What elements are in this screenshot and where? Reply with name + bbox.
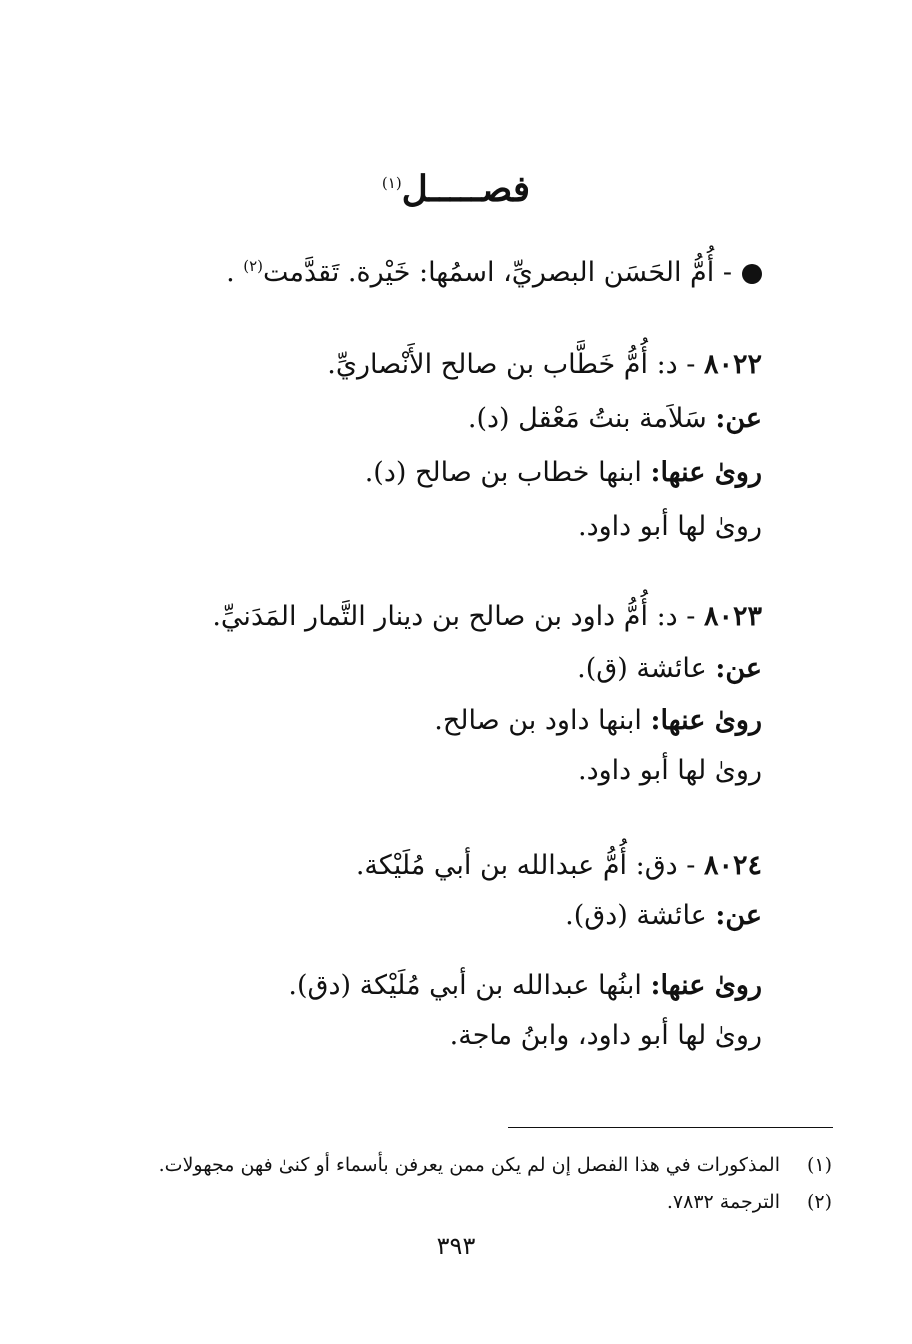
entry-an-line bbox=[468, 399, 762, 439]
intro-footnote-ref: (٢) bbox=[243, 257, 264, 275]
entry-heading bbox=[327, 345, 762, 385]
entry-number: ٨٠٢٤ bbox=[703, 850, 762, 881]
rawa-text: ابنُها عبدالله بن أبي مُلَيْكة (دق). bbox=[288, 970, 651, 1001]
rawa-text: ابنها خطاب بن صالح (د). bbox=[364, 457, 651, 488]
rawa-text: ابنها داود بن صالح. bbox=[434, 705, 651, 736]
entry-number: ٨٠٢٣ bbox=[703, 601, 762, 632]
intro-text: - أُمُّ الحَسَن البصريِّ، اسمُها: خَيْرة. تَقدَّمت bbox=[263, 257, 732, 288]
footnote-divider bbox=[508, 1127, 833, 1128]
entry-rawa-line bbox=[288, 966, 762, 1006]
entry-closing-line: روىٰ لها أبو داود. bbox=[578, 511, 762, 542]
footnote-number: (١) bbox=[806, 1154, 832, 1176]
heading-footnote-ref: (١) bbox=[381, 174, 402, 192]
entry-head-text: - د: أُمُّ داود بن صالح بن دينار التَّمار المَدَنيِّ. bbox=[212, 601, 704, 632]
intro-end: . bbox=[226, 257, 244, 288]
entry-head-text: - د: أُمُّ خَطَّاب بن صالح الأَنْصاريِّ. bbox=[327, 349, 704, 380]
section-heading bbox=[0, 168, 912, 210]
footnote bbox=[159, 1151, 832, 1179]
an-label: عن: bbox=[715, 403, 762, 434]
entry-an-line bbox=[577, 649, 762, 689]
section-title: فصـــــل bbox=[401, 168, 531, 210]
footnote-text: المذكورات في هذا الفصل إن لم يكن ممن يعرفن بأسماء أو كنىٰ فهن مجهولات. bbox=[158, 1154, 780, 1176]
an-label: عن: bbox=[715, 653, 762, 684]
entry-an-line bbox=[565, 896, 762, 936]
rawa-label: روىٰ عنها: bbox=[650, 457, 762, 488]
an-label: عن: bbox=[715, 900, 762, 931]
entry-head-text: - دق: أُمُّ عبدالله بن أبي مُلَيْكة. bbox=[355, 850, 704, 881]
rawa-label: روىٰ عنها: bbox=[650, 970, 762, 1001]
entry-closing-line: روىٰ لها أبو داود. bbox=[578, 755, 762, 786]
footnote bbox=[667, 1188, 832, 1216]
page-number: ٣٩٣ bbox=[436, 1232, 476, 1260]
entry-rawa-line bbox=[434, 701, 762, 741]
an-text: عائشة (دق). bbox=[565, 900, 716, 931]
entry-closing-line: روىٰ لها أبو داود، وابنُ ماجة. bbox=[449, 1020, 762, 1051]
footnote-number: (٢) bbox=[806, 1191, 832, 1213]
rawa-label: روىٰ عنها: bbox=[650, 705, 762, 736]
an-text: سَلاَمة بنتُ مَعْقل (د). bbox=[467, 403, 716, 434]
footnote-text: الترجمة ٧٨٣٢. bbox=[666, 1191, 780, 1213]
entry-heading bbox=[212, 597, 762, 637]
intro-line bbox=[226, 246, 762, 293]
entry-heading bbox=[356, 846, 762, 886]
bullet-icon bbox=[742, 264, 762, 284]
entry-number: ٨٠٢٢ bbox=[703, 349, 762, 380]
an-text: عائشة (ق). bbox=[577, 653, 716, 684]
entry-rawa-line bbox=[365, 453, 762, 493]
